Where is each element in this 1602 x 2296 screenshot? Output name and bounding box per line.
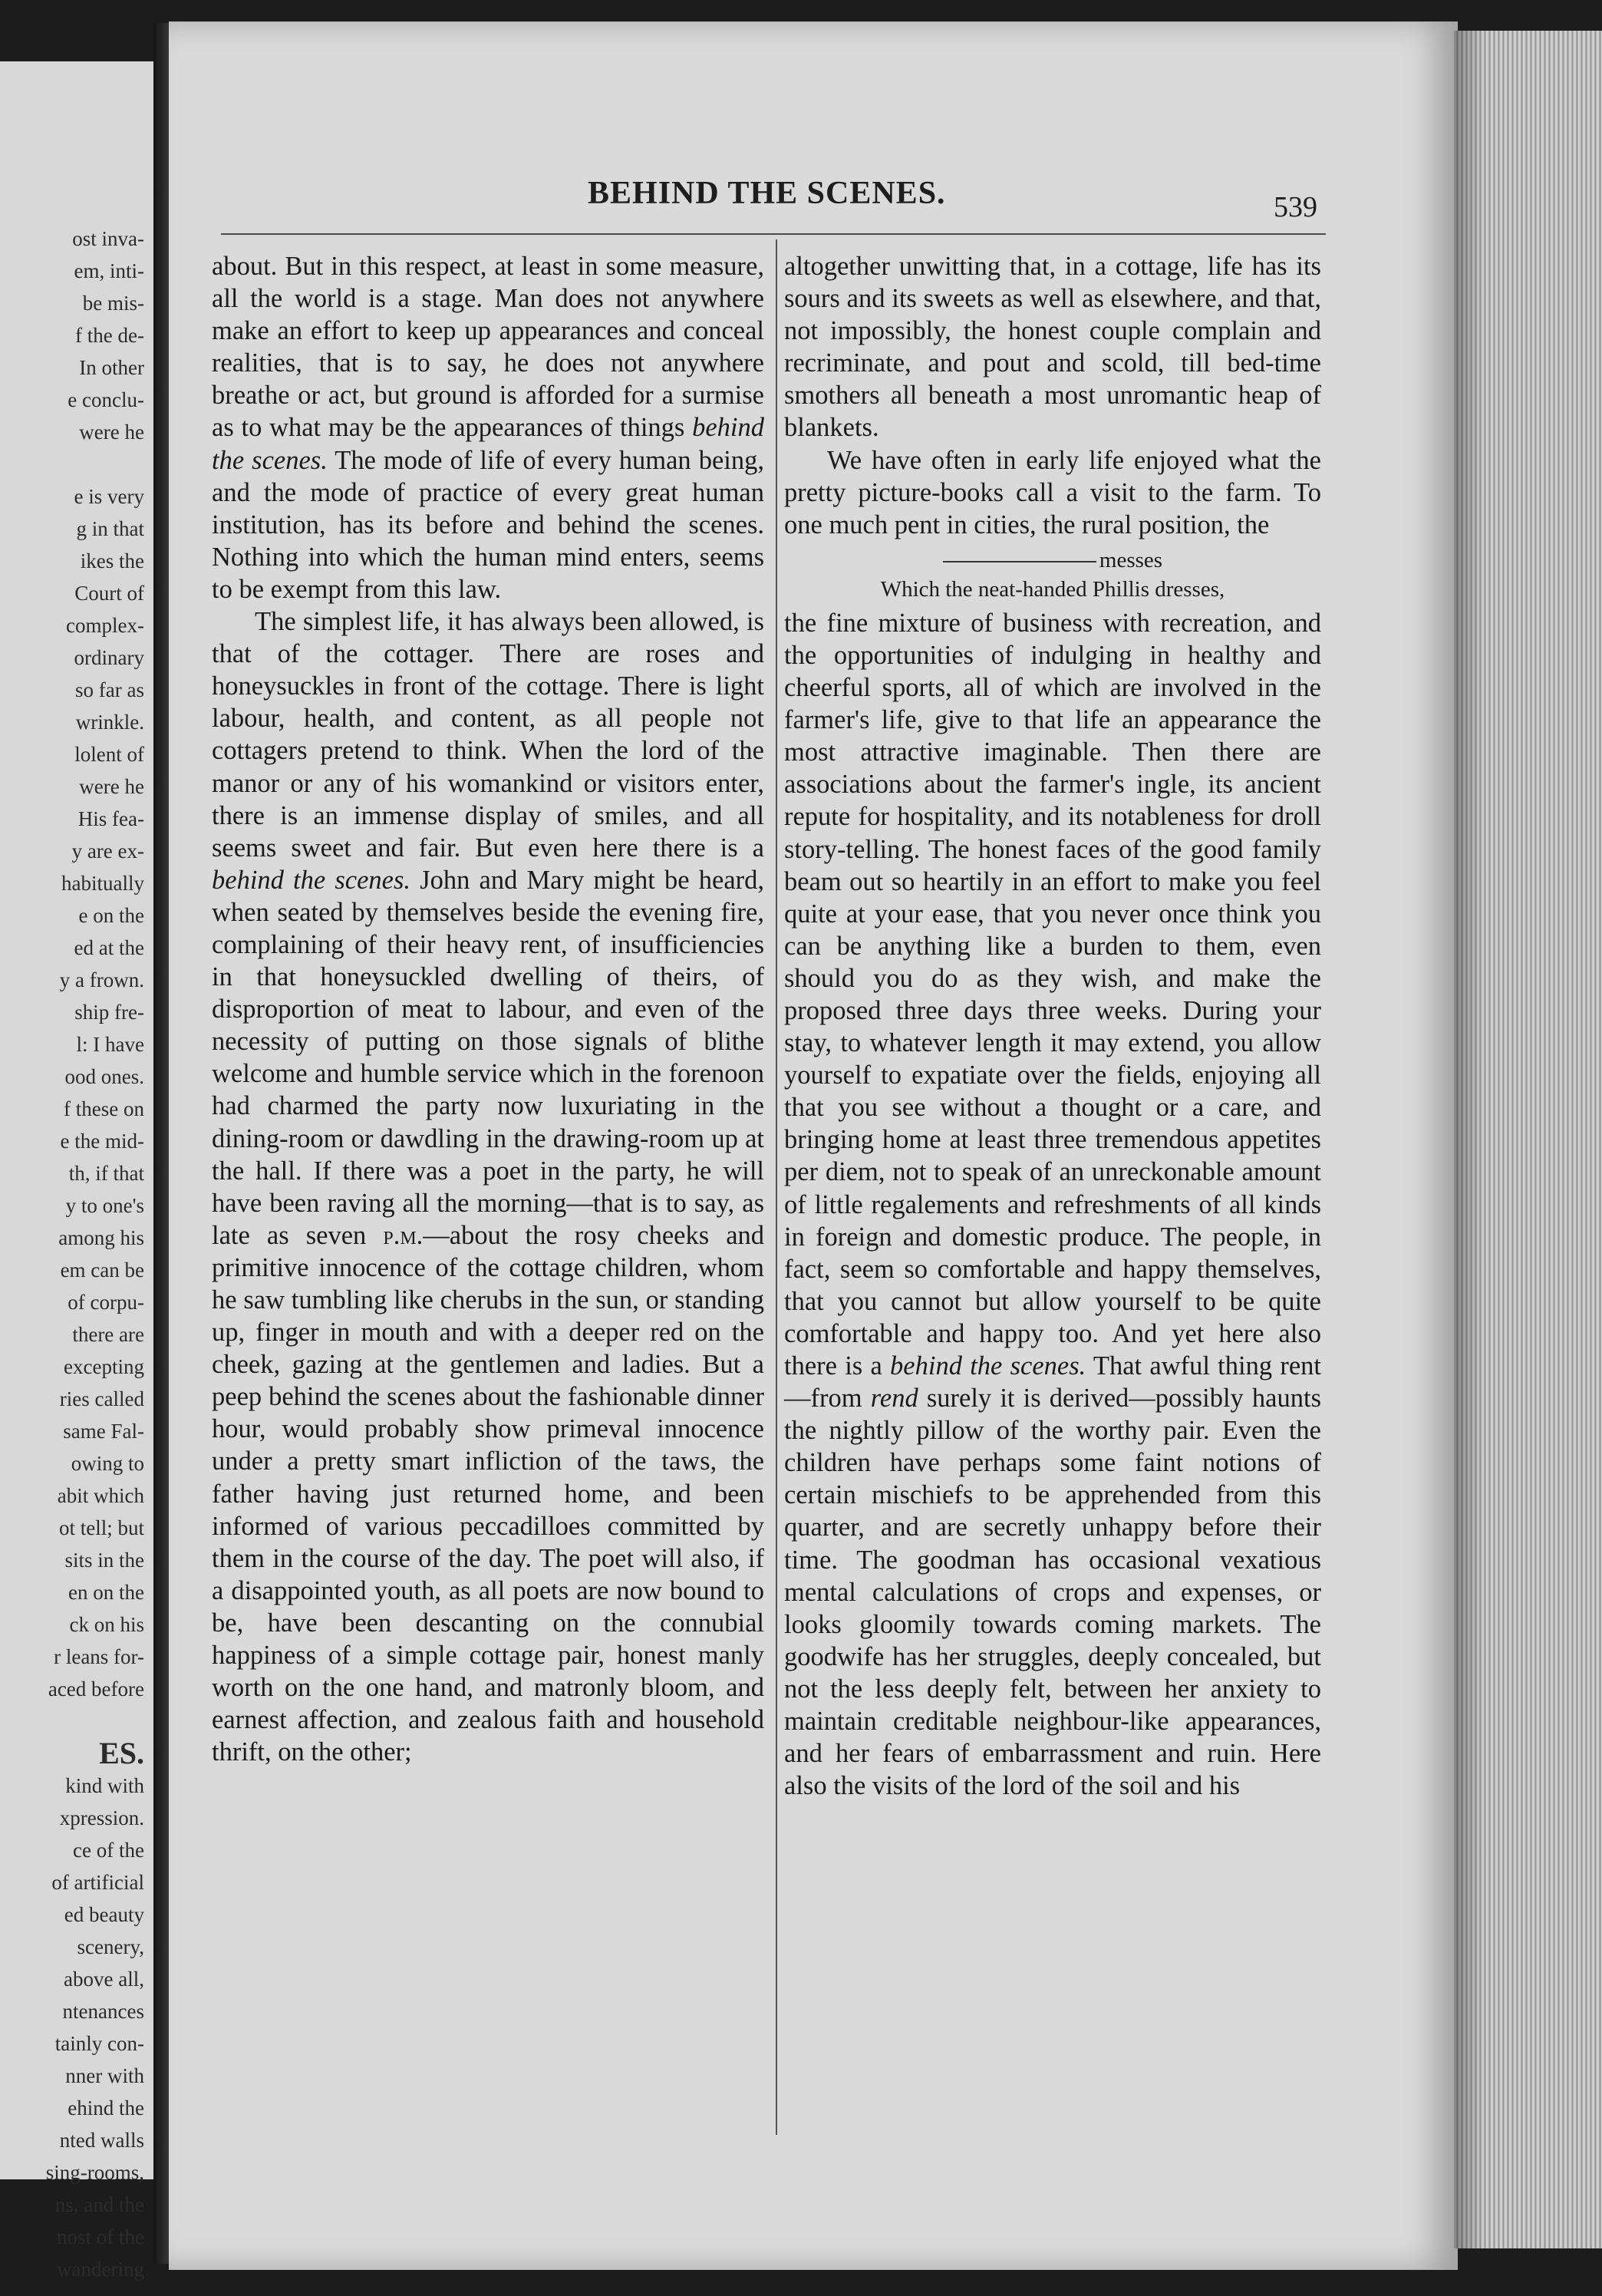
right-column bbox=[784, 250, 1321, 1802]
previous-page-line: kind with bbox=[65, 1774, 144, 1797]
previous-page-line bbox=[0, 448, 144, 480]
previous-page-line: be mis- bbox=[82, 292, 144, 315]
previous-page-line: owing to bbox=[71, 1452, 144, 1475]
previous-page-line: wandering bbox=[57, 2258, 144, 2281]
previous-page-line: em, inti- bbox=[74, 259, 144, 282]
paragraph: We have often in early life enjoyed what the pretty picture-books call a visit to the farm. To one much pent in cities, the rural position, the bbox=[784, 445, 1321, 539]
running-head: BEHIND THE SCENES. bbox=[588, 176, 946, 211]
previous-page-line: of artificial bbox=[51, 1871, 144, 1894]
previous-page-line: ot tell; but bbox=[59, 1516, 144, 1539]
quote-dash bbox=[943, 561, 1096, 562]
previous-page-heading: ES. bbox=[99, 1736, 144, 1770]
previous-page-line: lolent of bbox=[74, 743, 144, 766]
previous-page-line: ost inva- bbox=[72, 227, 144, 250]
small-caps-text: p.m. bbox=[383, 1220, 424, 1250]
previous-page-line: nted walls bbox=[59, 2129, 144, 2152]
previous-page-line: ed at the bbox=[74, 936, 144, 959]
previous-page-line: nner with bbox=[65, 2064, 144, 2087]
previous-page-line: abit which bbox=[57, 1484, 144, 1507]
previous-page-line: e on the bbox=[78, 904, 144, 927]
previous-page-line: ries called bbox=[59, 1387, 144, 1410]
previous-page-line: xpression. bbox=[59, 1806, 144, 1829]
previous-page-line: y to one's bbox=[65, 1194, 144, 1217]
previous-page-line: scenery, bbox=[77, 1935, 144, 1958]
previous-page-line: l: I have bbox=[76, 1033, 144, 1056]
left-column bbox=[212, 250, 764, 1768]
previous-page-line: f the de- bbox=[75, 324, 144, 347]
previous-page-line: among his bbox=[58, 1226, 144, 1249]
previous-page-line: aced before bbox=[48, 1677, 144, 1701]
previous-page-line: ehind the bbox=[68, 2096, 144, 2120]
paragraph: The simplest life, it has always been allowed, is that of the cottager. There are roses and honeysuckles in front of the cottage. There is light labour, health, and content, as all people not cottagers pretend to think. When the lord of the manor or any of his womankind or visitors enter, there is an immense display of smiles, and all seems sweet and fair. But even here there is a behind the scenes. John and Mary might be heard, when seated by themselves beside the evening fire, complaining of their heavy rent, of insufficiencies in that honeysuckled dwelling of theirs, of disproportion of meat to labour, and even of the necessity of putting on those signals of blithe welcome and humble service which in the forenoon had charmed the party now luxuriating in the dining-room or dawdling in the drawing-room up at the hall. If there was a poet in the party, he will have been raving all the morning—that is to say, as late as seven p.m.—about the rosy cheeks and primitive innocence of the cottage children, whom he saw tumbling like cherubs in the sun, or standing up, finger in mouth and with a deeper red on the cheek, gazing at the gentlemen and ladies. But a peep behind the scenes about the fashionable dinner hour, would probably show primeval innocence under a pretty smart infliction of the taws, the father having just returned home, and been informed of various peccadilloes committed by them in the course of the day. The poet will also, if a disappointed youth, as all poets are now bound to be, have been descanting on the connubial happiness of a simple cottage pair, honest manly worth on the one hand, and matronly bloom, and earnest affection, and zealous faith and household thrift, on the other; bbox=[212, 607, 765, 1767]
paragraph: altogether unwitting that, in a cottage, life has its sours and its sweets as well as elsewhere, and that, not impossibly, the honest couple complain and recriminate, and pout and scold, till bed-time smothers all beneath a most unromantic heap of blankets. bbox=[784, 252, 1321, 443]
italic-text: behind the scenes. bbox=[212, 413, 765, 475]
previous-page-line: sing-rooms, bbox=[45, 2161, 144, 2184]
previous-page-line: ns, and the bbox=[54, 2193, 144, 2216]
previous-page-column bbox=[0, 223, 144, 2285]
previous-page-line: em can be bbox=[60, 1259, 144, 1282]
previous-page-line: above all, bbox=[64, 1968, 144, 1991]
previous-page-line: ck on his bbox=[69, 1613, 144, 1636]
previous-page-line: wrinkle. bbox=[75, 711, 144, 734]
previous-page-line: f these on bbox=[64, 1097, 144, 1120]
book-gutter bbox=[153, 23, 170, 2264]
column-divider bbox=[776, 239, 777, 2135]
previous-page-line: were he bbox=[79, 775, 144, 798]
previous-page-line: nost of the bbox=[57, 2225, 144, 2248]
previous-page-line: ce of the bbox=[73, 1839, 144, 1862]
previous-page-line: were he bbox=[79, 421, 144, 444]
paragraph: about. But in this respect, at least in some measure, all the world is a stage. Man does not anywhere make an effort to keep up appearances and conceal realities, that is to say, he does not anywhere breathe or act, but ground is afforded for a surmise as to what may be the appearances of things behind the scenes. The mode of life of every human being, and the mode of practice of every great human institution, has its before and behind the scenes. Nothing into which the human mind enters, seems to be exempt from this law. bbox=[212, 252, 765, 604]
previous-page-line: y are ex- bbox=[71, 840, 144, 863]
previous-page-line: th, if that bbox=[68, 1162, 144, 1185]
previous-page-line: Court of bbox=[74, 582, 144, 605]
previous-page-line: y a frown. bbox=[59, 968, 144, 991]
page-edge-shadow bbox=[1454, 31, 1485, 2248]
previous-page-line: ed beauty bbox=[64, 1903, 144, 1926]
italic-text: behind the scenes. bbox=[890, 1351, 1086, 1381]
verse-quotation: messes Which the neat-handed Phillis dresses, bbox=[880, 547, 1225, 602]
page-number: 539 bbox=[1274, 191, 1317, 223]
previous-page-line: ntenances bbox=[62, 2000, 144, 2023]
previous-page-line: same Fal- bbox=[63, 1420, 144, 1443]
previous-page-line: sits in the bbox=[64, 1549, 144, 1572]
previous-page-line: ikes the bbox=[80, 549, 144, 572]
italic-text: rend bbox=[870, 1384, 918, 1414]
previous-page-line: e is very bbox=[74, 485, 144, 508]
previous-page-line: of corpu- bbox=[68, 1291, 144, 1314]
previous-page-line: ood ones. bbox=[64, 1065, 144, 1088]
previous-page-line: His fea- bbox=[77, 807, 144, 830]
previous-page-line: habitually bbox=[61, 872, 144, 895]
previous-page-line: en on the bbox=[68, 1581, 144, 1604]
previous-page-line: g in that bbox=[76, 517, 144, 540]
previous-page-line: ordinary bbox=[74, 646, 144, 669]
previous-page bbox=[0, 61, 153, 2281]
previous-page-line: In other bbox=[79, 356, 144, 379]
italic-text: behind the scenes. bbox=[212, 865, 411, 895]
previous-page-line: so far as bbox=[75, 678, 144, 701]
previous-page-spacer bbox=[0, 1705, 144, 1737]
paragraph: the fine mixture of business with recreation, and the opportunities of indulging in healthy and cheerful sports, all of which are involved in the farmer's life, give to that life an appearance the most attractive imaginable. Then there are associations about the farmer's ingle, its ancient repute for hospitality, and its notableness for droll story-telling. The honest faces of the good family beam out so heartily in an effort to make you feel quite at your ease, that you never once think you can be anything like a burden to them, even should you do as they wish, and make the proposed three days three weeks. During your stay, to whatever length it may extend, you allow yourself to expatiate over the fields, enjoying all that you see without a thought or a care, and bringing home at least three tremendous appetites per diem, not to speak of an unreckonable amount of little regalements and refreshments of all kinds in foreign and domestic produce. The people, in fact, seem so comfortable and happy themselves, that you cannot but allow yourself to be quite comfortable and happy too. And yet here also there is a behind the scenes. That awful thing rent—from rend surely it is derived—possibly haunts the nightly pillow of the worthy pair. Even the children have perhaps some faint notions of certain mischiefs to be apprehended from this quarter, and are secretly unhappy before their time. The goodman has occasional vexatious mental calculations of crops and expenses, or looks gloomily towards coming markets. The goodwife has her struggles, deeply concealed, but not the less deeply felt, between her anxiety to maintain creditable neighbour-like appearances, and her fears of embarrassment and ruin. Here also the visits of the lord of the soil and his bbox=[784, 608, 1322, 1801]
header-rule bbox=[221, 233, 1326, 235]
previous-page-line: there are bbox=[72, 1323, 144, 1346]
previous-page-line: complex- bbox=[66, 614, 144, 637]
previous-page-line: excepting bbox=[64, 1355, 144, 1378]
previous-page-line: ship fre- bbox=[74, 1001, 144, 1024]
previous-page-line: e conclu- bbox=[68, 388, 144, 411]
previous-page-line: r leans for- bbox=[54, 1645, 144, 1668]
previous-page-line: tainly con- bbox=[54, 2032, 144, 2055]
previous-page-line: e the mid- bbox=[60, 1130, 144, 1153]
